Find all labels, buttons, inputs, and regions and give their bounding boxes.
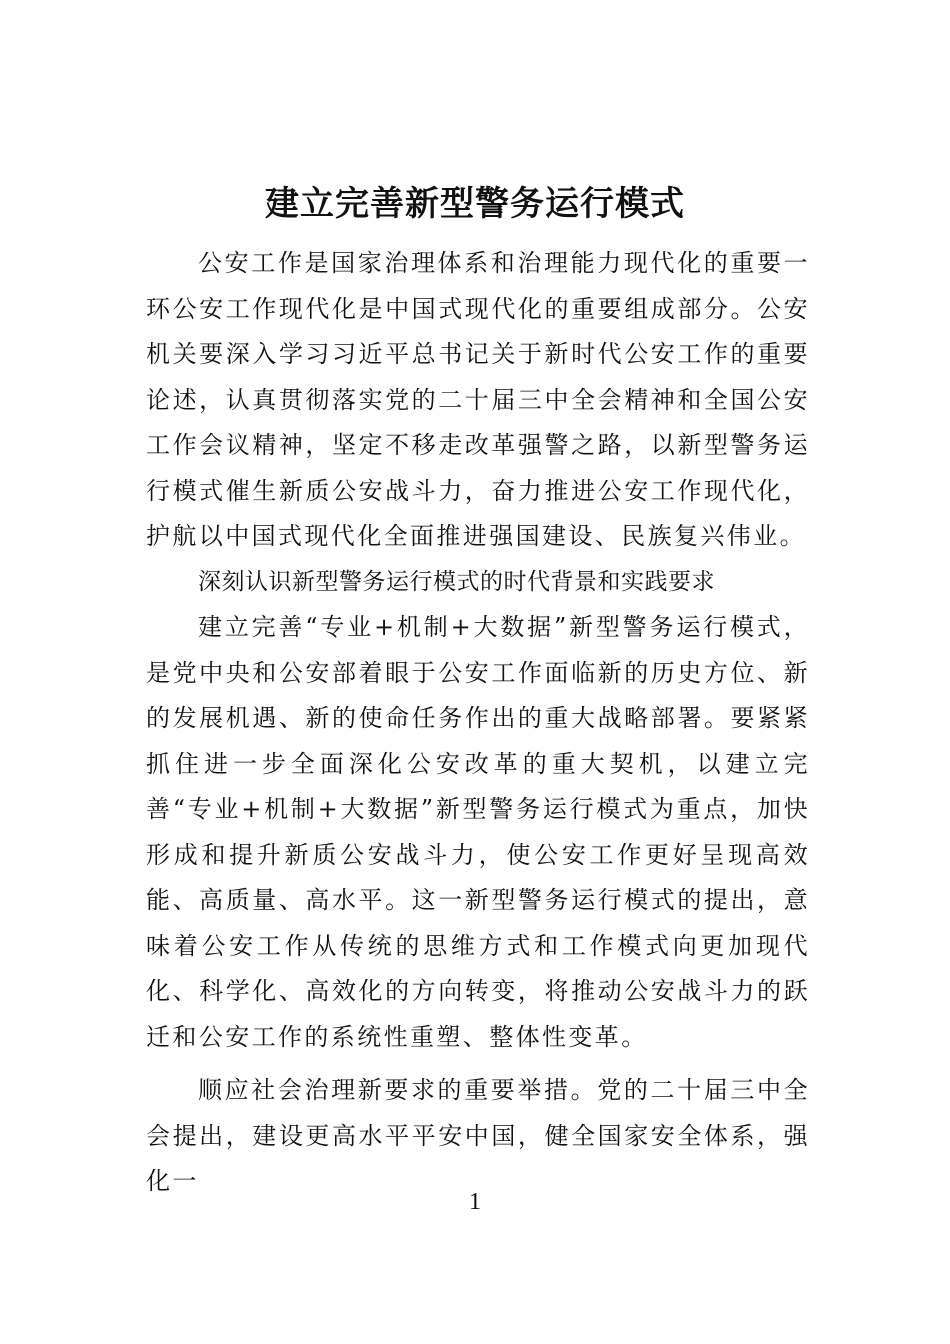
paragraph-model: 建立完善“专业+机制+大数据”新型警务运行模式，是党中央和公安部着眼于公安工作面临新的历史方位、新的发展机遇、新的使命任务作出的重大战略部署。要紧紧抓住进一步全面深化公安改革的重大契机，以建立完善“专业+机制+大数据”新型警务运行模式为重点，加快形成和提升新质公安战斗力，使公安工作更好呈现高效能、高质量、高水平。这一新型警务运行模式的提出，意味着公安工作从传统的思维方式和工作模式向更加现代化、科学化、高效化的方向转变，将推动公安战斗力的跃迁和公安工作的系统性重塑、整体性变革。 [146, 613, 810, 1051]
paragraph-governance: 顺应社会治理新要求的重要举措。党的二十届三中全会提出，建设更高水平平安中国，健全国家安全体系，强化一 [146, 1076, 810, 1195]
paragraph-intro: 公安工作是国家治理体系和治理能力现代化的重要一环公安工作现代化是中国式现代化的重要组成部分。公安机关要深入学习习近平总书记关于新时代公安工作的重要论述，认真贯彻落实党的二十届三中全会精神和全国公安工作会议精神，坚定不移走改革强警之路，以新型警务运行模式催生新质公安战斗力，奋力推进公安工作现代化，护航以中国式现代化全面推进强国建设、民族复兴伟业。 [146, 249, 810, 550]
page-number: 1 [469, 1189, 481, 1215]
document-body [146, 241, 810, 1205]
section-heading: 深刻认识新型警务运行模式的时代背景和实践要求 [198, 568, 715, 595]
document-title: 建立完善新型警务运行模式 [265, 184, 685, 224]
